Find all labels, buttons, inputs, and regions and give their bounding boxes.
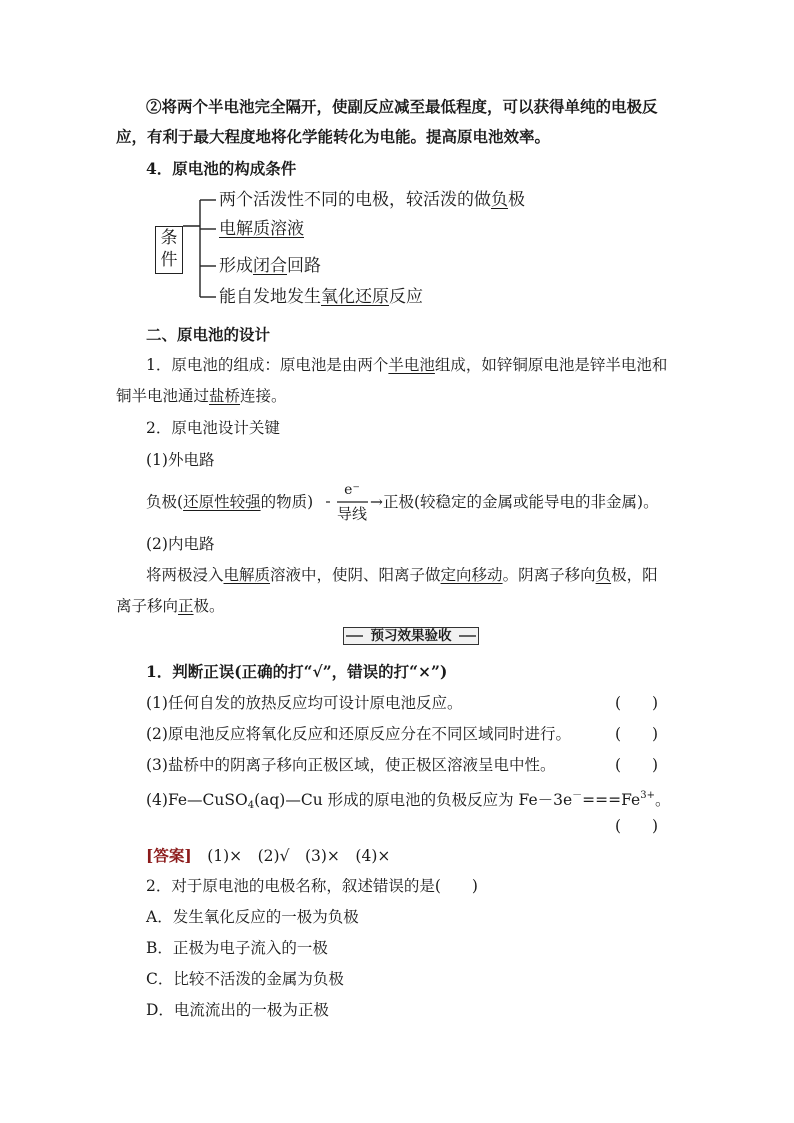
internal-blank-a: 电解质 — [223, 566, 271, 584]
question-2-option-b: B．正极为电子流入的一极 — [146, 939, 328, 957]
design-1-text-a: 1．原电池的组成：原电池是由两个 — [146, 356, 389, 374]
item-4-end: 。 — [654, 791, 671, 809]
answer-tag: [答案] — [146, 846, 192, 865]
condition-item-2: 电解质溶液 — [219, 219, 304, 239]
condition-box-char-1: 条 — [160, 228, 178, 248]
design-1-text-d: 连接。 — [240, 387, 287, 405]
design-1-text-c: 铜半电池通过 — [116, 387, 210, 405]
internal-text-c: 。阴离子移向 — [502, 566, 596, 584]
condition-1-text: 两个活泼性不同的电极，较活泼的做 — [219, 190, 491, 210]
external-circuit-label: (1)外电路 — [146, 451, 215, 469]
item-4-ion-charge: 3+ — [640, 790, 655, 801]
condition-box-char-2: 件 — [160, 250, 178, 270]
condition-4-end: 反应 — [389, 287, 423, 307]
section-4-heading: 4．原电池的构成条件 — [146, 159, 297, 178]
question-1-item-4 — [146, 785, 670, 817]
negative-electrode-close: 的物质) — [260, 493, 314, 511]
answer-paren-1: ( ) — [615, 694, 659, 712]
item-4-part-1: (4)Fe—CuSO — [146, 791, 248, 809]
answer-paren-2: ( ) — [615, 725, 659, 743]
item-4-electron-charge: － — [572, 790, 583, 801]
preview-check-banner — [343, 627, 479, 645]
condition-3-text: 形成 — [219, 256, 253, 276]
arrow-electron-label: e⁻ — [344, 482, 360, 498]
question-1-stem: 1．判断正误(正确的打“√”，错误的打“×”) — [146, 662, 448, 681]
banner-title: 预习效果验收 — [370, 628, 452, 644]
question-1-item-3: (3)盐桥中的阴离子移向正极区域，使正极区溶液呈电中性。 — [146, 756, 556, 774]
internal-blank-b: 定向移动 — [440, 566, 503, 584]
internal-circuit-line-1 — [146, 564, 658, 586]
item-4-subscript: 4 — [247, 800, 255, 811]
section-2-heading: 二、原电池的设计 — [146, 325, 271, 344]
condition-4-blank: 氧化还原 — [321, 287, 389, 307]
condition-3-end: 回路 — [287, 256, 321, 276]
answer-paren-4: ( ) — [615, 817, 659, 835]
design-item-2: 2．原电池设计关键 — [146, 419, 280, 437]
arrow-wire-label: 导线 — [336, 505, 367, 523]
answer-text: (1)× (2)√ (3)× (4)× — [207, 847, 391, 865]
question-2-stem: 2．对于原电池的电极名称，叙述错误的是( ) — [146, 877, 478, 895]
internal-text-d: 极，阳 — [611, 566, 658, 584]
condition-1-end: 极 — [508, 190, 525, 210]
internal-text-a: 将两极浸入 — [146, 566, 224, 584]
negative-electrode-open: 负极( — [146, 493, 184, 511]
question-1-item-2: (2)原电池反应将氧化反应和还原反应分在不同区域同时进行。 — [146, 725, 571, 743]
internal-text-f: 极。 — [193, 597, 225, 615]
item-4-part-2: (aq)—Cu 形成的原电池的负极反应为 Fe－3e — [254, 791, 573, 809]
condition-1-blank: 负 — [491, 190, 508, 210]
item-4-part-3: ===Fe — [582, 791, 641, 809]
internal-text-b: 溶液中，使阴、阳离子做 — [270, 566, 441, 584]
question-1-answer — [146, 845, 390, 867]
condition-3-blank: 闭合 — [253, 256, 287, 276]
internal-blank-d: 正 — [178, 597, 194, 615]
negative-electrode-blank: 还原性较强 — [183, 493, 261, 511]
design-1-blank-a: 半电池 — [388, 356, 435, 374]
design-1-text-b: 组成，如锌铜原电池是锌半电池和 — [434, 356, 668, 374]
question-2-option-d: D．电流流出的一极为正极 — [146, 1001, 329, 1019]
internal-blank-c: 负 — [595, 566, 612, 584]
internal-text-e: 离子移向 — [116, 597, 179, 615]
answer-paren-3: ( ) — [615, 756, 659, 774]
paragraph-line-2: 应，有利于最大程度地将化学能转化为电能。提高原电池效率。 — [116, 127, 551, 146]
question-1-item-1: (1)任何自发的放热反应均可设计原电池反应。 — [146, 694, 463, 712]
question-2-option-a: A．发生氧化反应的一极为负极 — [146, 908, 359, 926]
internal-circuit-line-2 — [116, 595, 225, 617]
paragraph-line-1: ②将两个半电池完全隔开，使副反应减至最低程度，可以获得单纯的电极反 — [146, 97, 658, 116]
question-2-option-c: C．比较不活泼的金属为负极 — [146, 970, 344, 988]
external-circuit-positive: →正极(较稳定的金属或能导电的非金属)。 — [370, 493, 659, 511]
internal-circuit-label: (2)内电路 — [146, 535, 215, 553]
condition-4-text: 能自发地发生 — [219, 287, 321, 307]
design-1-blank-b: 盐桥 — [209, 387, 241, 405]
